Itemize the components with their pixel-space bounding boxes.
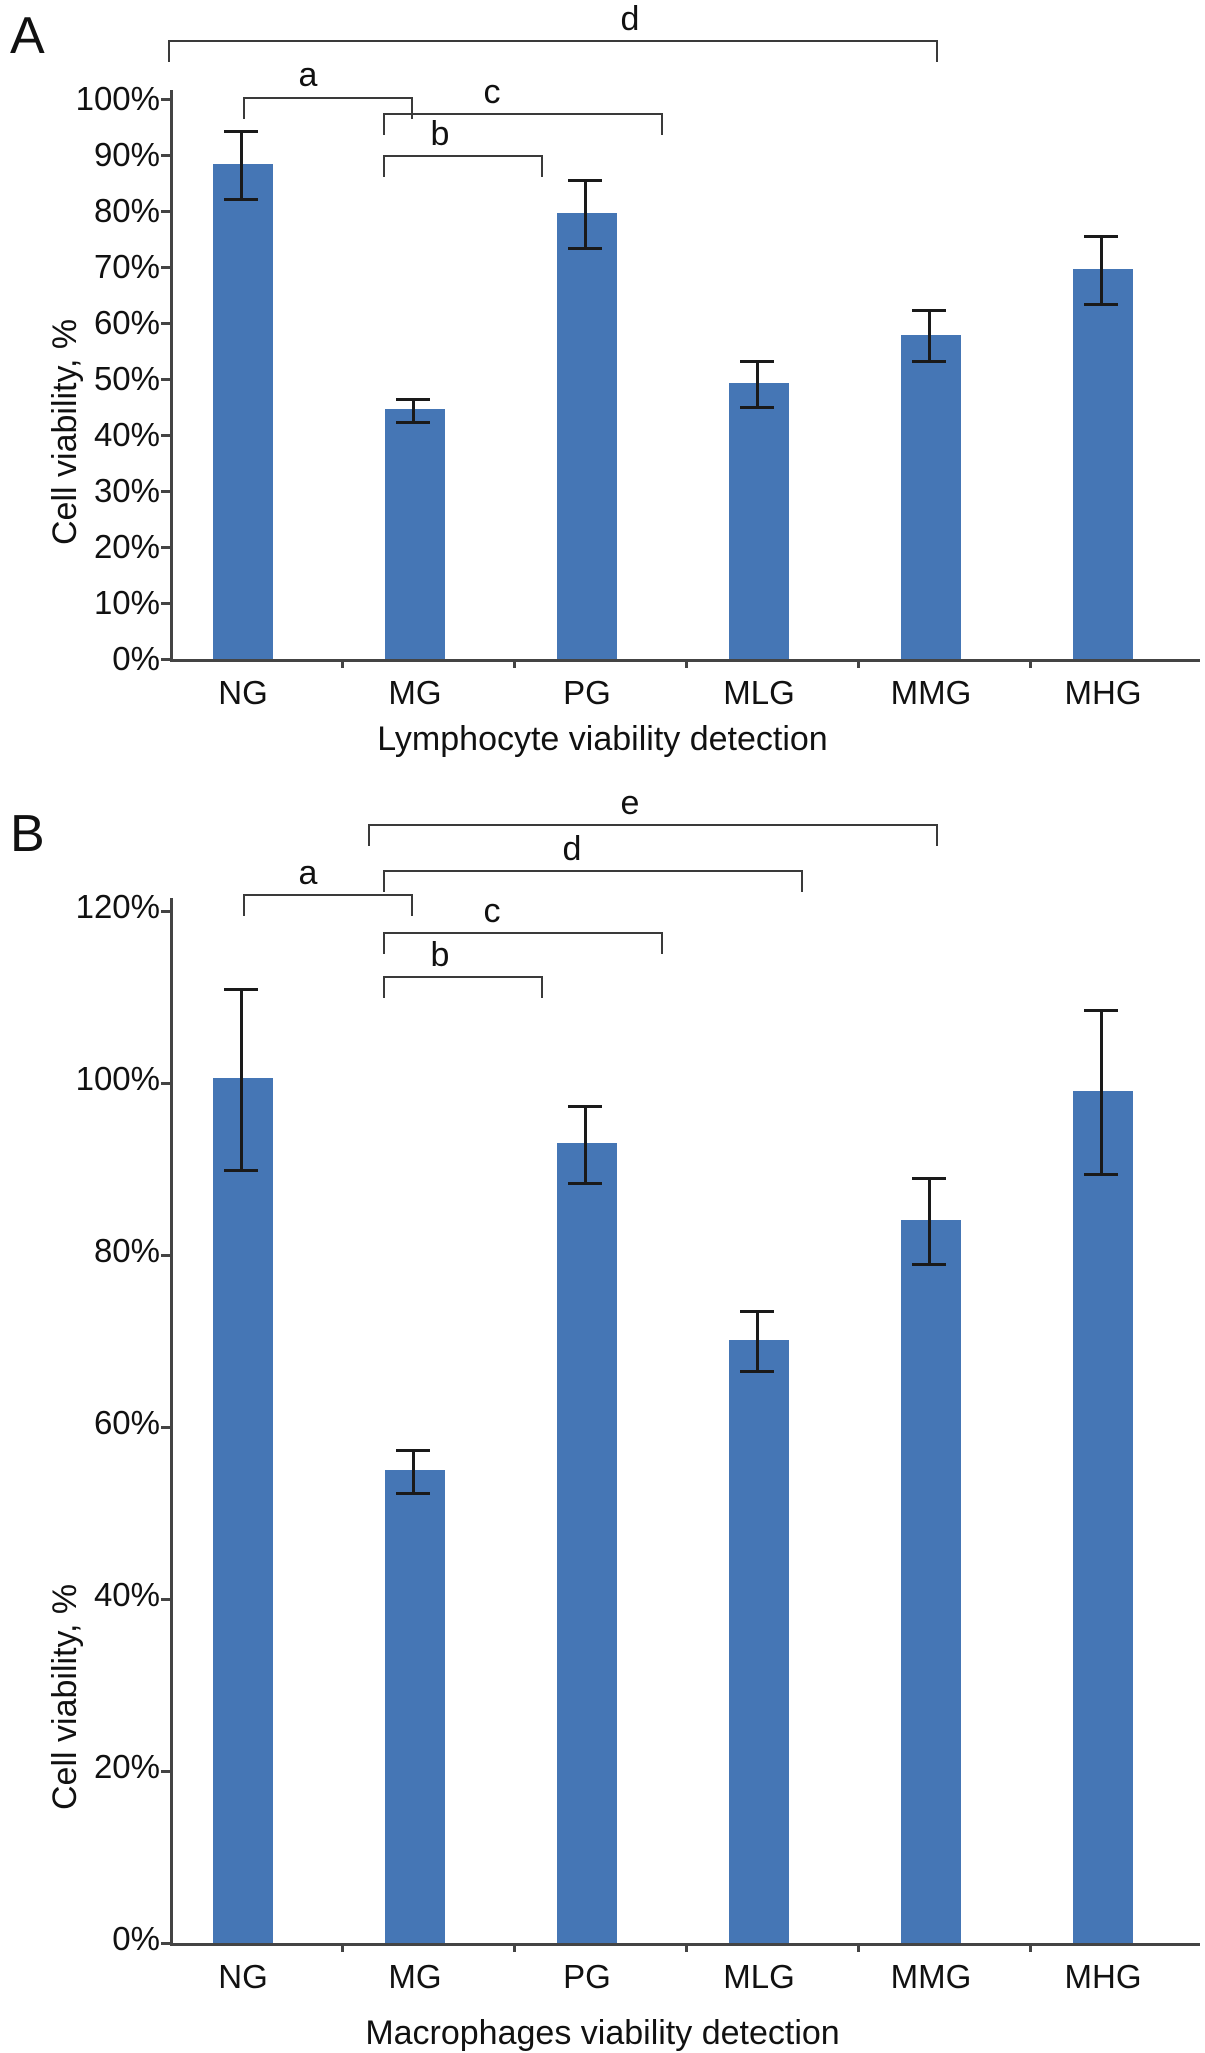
sig-label-a: a xyxy=(298,56,318,94)
errorbar-cap xyxy=(1084,235,1118,238)
errorbar-ng xyxy=(240,130,243,198)
sig-bracket-d-left xyxy=(383,870,385,892)
panel-a-tickmark xyxy=(161,210,170,213)
panel-a-ytick-7: 70% xyxy=(93,248,160,285)
panel-b-x-axis-title: Macrophages viability detection xyxy=(365,2014,840,2052)
panel-b-ytick-2: 40% xyxy=(93,1576,160,1613)
panel-a-tickmark xyxy=(161,98,170,101)
panel-a-tickmark xyxy=(161,154,170,157)
panel-b-tickmark xyxy=(161,1082,170,1085)
panel-a-xtick-pg: PG xyxy=(563,674,611,711)
panel-a-ytick-3: 30% xyxy=(93,472,160,509)
panel-a-tickmark xyxy=(161,322,170,325)
sig-bracket-d-left xyxy=(168,40,170,62)
errorbar-cap xyxy=(1084,1009,1118,1012)
panel-a-tickmark xyxy=(161,378,170,381)
panel-b-xtick-ng: NG xyxy=(218,1958,268,1995)
panel-a-tickmark xyxy=(161,546,170,549)
panel-a-ytick-10: 100% xyxy=(75,80,160,117)
sig-bracket-a-right xyxy=(411,97,413,119)
sig-bracket-c-left xyxy=(383,113,385,135)
panel-b-ytick-5: 100% xyxy=(75,1060,160,1097)
panel-b-xtick-mlg: MLG xyxy=(723,1958,795,1995)
bar-mhg xyxy=(1073,269,1133,659)
errorbar-cap xyxy=(224,130,258,133)
sig-bracket-a xyxy=(243,894,413,896)
sig-label-a: a xyxy=(298,854,318,892)
errorbar-cap xyxy=(568,179,602,182)
sig-bracket-b xyxy=(383,976,543,978)
bar-mhg xyxy=(1073,1091,1133,1943)
panel-b xyxy=(0,780,1205,2052)
bar-ng xyxy=(213,164,273,659)
bar-mmg xyxy=(901,1220,961,1943)
errorbar-cap xyxy=(396,398,430,401)
bar-mg xyxy=(385,409,445,659)
bar-pg xyxy=(557,1143,617,1943)
panel-a-ytick-1: 10% xyxy=(93,584,160,621)
panel-a-ytick-5: 50% xyxy=(93,360,160,397)
errorbar-mmg xyxy=(928,309,931,360)
errorbar-mg xyxy=(412,1449,415,1492)
bar-pg xyxy=(557,213,617,659)
panel-b-x-tickmark xyxy=(513,1943,516,1952)
errorbar-cap xyxy=(396,1449,430,1452)
sig-label-c: c xyxy=(483,73,501,111)
errorbar-cap xyxy=(224,988,258,991)
errorbar-cap xyxy=(912,1177,946,1180)
errorbar-mlg xyxy=(756,1310,759,1370)
sig-label-b: b xyxy=(430,936,450,974)
panel-b-ytick-4: 80% xyxy=(93,1232,160,1269)
panel-a-ytick-8: 80% xyxy=(93,192,160,229)
panel-b-x-tickmark xyxy=(685,1943,688,1952)
sig-bracket-a-right xyxy=(411,894,413,916)
bar-mg xyxy=(385,1470,445,1943)
panel-a-xtick-mg: MG xyxy=(388,674,442,711)
errorbar-cap xyxy=(912,360,946,363)
errorbar-mmg xyxy=(928,1177,931,1263)
errorbar-mg xyxy=(412,398,415,421)
panel-a-x-tickmark xyxy=(685,659,688,668)
panel-a-tickmark xyxy=(161,266,170,269)
errorbar-ng xyxy=(240,988,243,1169)
panel-a-tickmark xyxy=(161,434,170,437)
panel-b-x-tickmark xyxy=(857,1943,860,1952)
sig-bracket-d xyxy=(168,40,938,42)
sig-bracket-b-left xyxy=(383,976,385,998)
sig-bracket-b-right xyxy=(541,155,543,177)
sig-bracket-d-right xyxy=(801,870,803,892)
errorbar-cap xyxy=(396,1492,430,1495)
panel-a-xtick-mmg: MMG xyxy=(890,674,972,711)
panel-a-x-tickmark xyxy=(857,659,860,668)
sig-bracket-e-right xyxy=(936,824,938,846)
errorbar-mhg xyxy=(1100,235,1103,303)
errorbar-pg xyxy=(584,179,587,247)
panel-b-letter: B xyxy=(10,805,45,863)
panel-b-y-axis xyxy=(170,898,173,1946)
panel-a-x-tickmark xyxy=(1029,659,1032,668)
panel-a-tickmark xyxy=(161,490,170,493)
bar-ng xyxy=(213,1078,273,1943)
panel-b-y-axis-title: Cell viability, % xyxy=(46,1583,84,1810)
bar-mmg xyxy=(901,335,961,659)
panel-a-x-tickmark xyxy=(513,659,516,668)
sig-bracket-a xyxy=(243,97,413,99)
errorbar-pg xyxy=(584,1105,587,1182)
sig-label-e: e xyxy=(620,784,640,822)
errorbar-cap xyxy=(568,1182,602,1185)
errorbar-cap xyxy=(1084,303,1118,306)
sig-bracket-b xyxy=(383,155,543,157)
panel-b-tickmark xyxy=(161,1426,170,1429)
panel-b-x-tickmark xyxy=(341,1943,344,1952)
panel-a-ytick-4: 40% xyxy=(93,416,160,453)
errorbar-cap xyxy=(224,198,258,201)
sig-bracket-c-right xyxy=(661,932,663,954)
panel-b-ytick-1: 20% xyxy=(93,1748,160,1785)
errorbar-mhg xyxy=(1100,1009,1103,1173)
sig-bracket-a-left xyxy=(243,97,245,119)
panel-a-ytick-0: 0% xyxy=(112,640,160,677)
errorbar-mlg xyxy=(756,360,759,406)
panel-a xyxy=(0,0,1205,780)
sig-label-d: d xyxy=(620,0,640,38)
panel-b-tickmark xyxy=(161,1770,170,1773)
errorbar-cap xyxy=(740,1370,774,1373)
errorbar-cap xyxy=(740,406,774,409)
errorbar-cap xyxy=(1084,1173,1118,1176)
panel-a-ytick-6: 60% xyxy=(93,304,160,341)
panel-a-y-axis xyxy=(170,90,173,662)
sig-bracket-c-right xyxy=(661,113,663,135)
panel-b-xtick-mhg: MHG xyxy=(1064,1958,1142,1995)
bar-mlg xyxy=(729,383,789,659)
sig-label-d: d xyxy=(562,830,582,868)
panel-a-ytick-9: 90% xyxy=(93,136,160,173)
panel-b-tickmark xyxy=(161,1598,170,1601)
sig-label-c: c xyxy=(483,892,501,930)
panel-b-xtick-mmg: MMG xyxy=(890,1958,972,1995)
errorbar-cap xyxy=(396,421,430,424)
panel-b-x-tickmark xyxy=(1029,1943,1032,1952)
errorbar-cap xyxy=(568,247,602,250)
sig-bracket-e-left xyxy=(368,824,370,846)
panel-a-xtick-mhg: MHG xyxy=(1064,674,1142,711)
sig-bracket-d-right xyxy=(936,40,938,62)
panel-a-x-tickmark xyxy=(341,659,344,668)
panel-a-xtick-ng: NG xyxy=(218,674,268,711)
panel-a-tickmark xyxy=(161,658,170,661)
panel-b-xtick-pg: PG xyxy=(563,1958,611,1995)
panel-a-xtick-mlg: MLG xyxy=(723,674,795,711)
errorbar-cap xyxy=(912,309,946,312)
panel-b-tickmark xyxy=(161,1942,170,1945)
errorbar-cap xyxy=(740,1310,774,1313)
panel-a-letter: A xyxy=(10,7,45,65)
panel-a-x-axis-title: Lymphocyte viability detection xyxy=(377,720,828,758)
panel-b-ytick-3: 60% xyxy=(93,1404,160,1441)
errorbar-cap xyxy=(912,1263,946,1266)
panel-b-tickmark xyxy=(161,1254,170,1257)
panel-b-xtick-mg: MG xyxy=(388,1958,442,1995)
sig-bracket-e xyxy=(368,824,938,826)
sig-bracket-c-left xyxy=(383,932,385,954)
sig-bracket-b-right xyxy=(541,976,543,998)
sig-bracket-d xyxy=(383,870,803,872)
bar-mlg xyxy=(729,1340,789,1943)
panel-b-tickmark xyxy=(161,910,170,913)
sig-bracket-a-left xyxy=(243,894,245,916)
panel-b-ytick-6: 120% xyxy=(75,888,160,925)
panel-a-y-axis-title: Cell viability, % xyxy=(46,318,84,545)
sig-bracket-c xyxy=(383,113,663,115)
sig-bracket-c xyxy=(383,932,663,934)
panel-a-ytick-2: 20% xyxy=(93,528,160,565)
errorbar-cap xyxy=(224,1169,258,1172)
panel-a-tickmark xyxy=(161,602,170,605)
panel-b-ytick-0: 0% xyxy=(112,1920,160,1957)
sig-label-b: b xyxy=(430,115,450,153)
errorbar-cap xyxy=(740,360,774,363)
errorbar-cap xyxy=(568,1105,602,1108)
sig-bracket-b-left xyxy=(383,155,385,177)
